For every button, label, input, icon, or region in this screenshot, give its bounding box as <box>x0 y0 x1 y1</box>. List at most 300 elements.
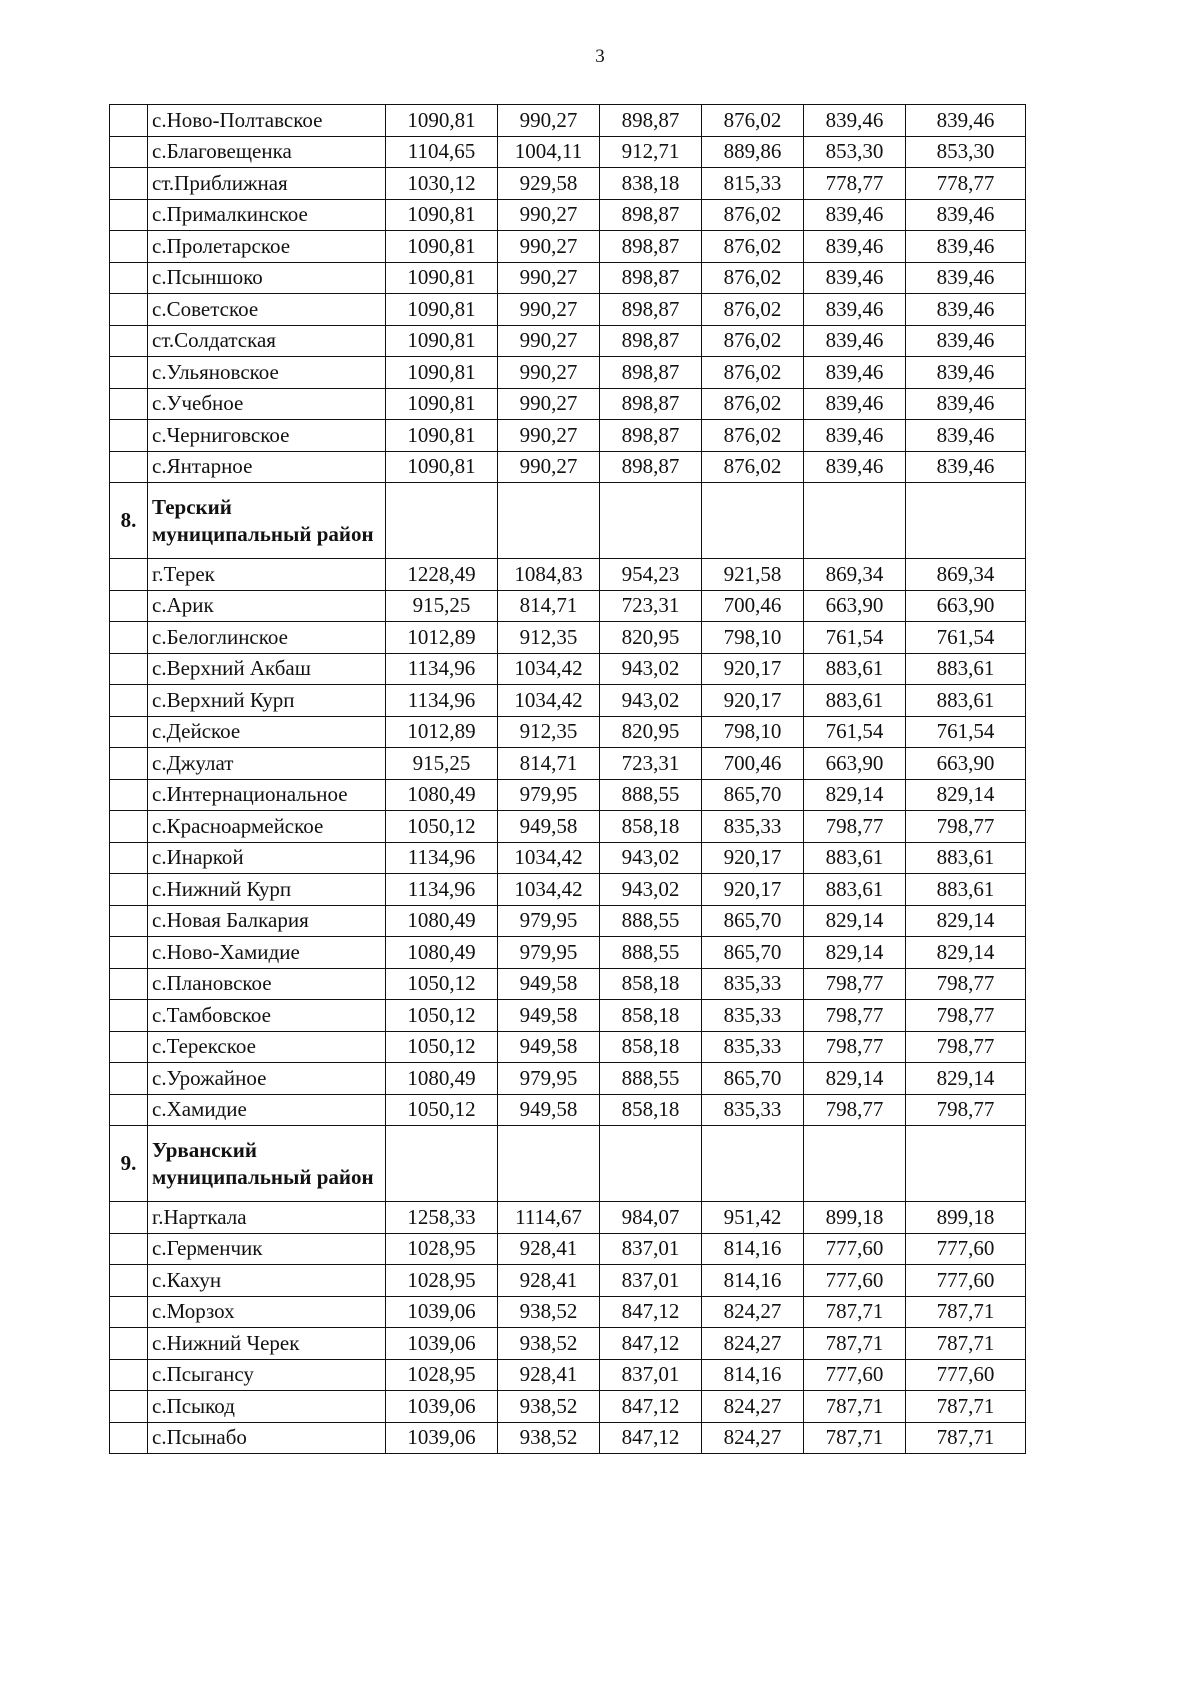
value-cell <box>702 483 804 559</box>
value-cell: 858,18 <box>600 811 702 843</box>
value-cell: 876,02 <box>702 325 804 357</box>
value-cell <box>498 483 600 559</box>
value-cell: 984,07 <box>600 1202 702 1234</box>
value-cell: 820,95 <box>600 716 702 748</box>
value-cell: 787,71 <box>906 1328 1026 1360</box>
settlement-name-cell: с.Черниговское <box>148 420 386 452</box>
value-cell: 839,46 <box>906 451 1026 483</box>
table-row <box>110 1265 1026 1297</box>
row-number-cell <box>110 622 148 654</box>
row-number-cell <box>110 1265 148 1297</box>
row-number-cell <box>110 451 148 483</box>
row-number-cell <box>110 590 148 622</box>
row-number-cell <box>110 842 148 874</box>
value-cell: 839,46 <box>906 231 1026 263</box>
row-number-cell <box>110 685 148 717</box>
value-cell: 847,12 <box>600 1296 702 1328</box>
row-number-cell <box>110 168 148 200</box>
value-cell: 1090,81 <box>386 231 498 263</box>
district-row <box>110 483 1026 559</box>
value-cell: 798,10 <box>702 622 804 654</box>
value-cell: 898,87 <box>600 105 702 137</box>
value-cell: 824,27 <box>702 1422 804 1454</box>
table-row <box>110 136 1026 168</box>
value-cell: 839,46 <box>906 199 1026 231</box>
value-cell <box>702 1126 804 1202</box>
value-cell: 814,16 <box>702 1265 804 1297</box>
settlement-name-cell: с.Пролетарское <box>148 231 386 263</box>
value-cell: 798,77 <box>906 811 1026 843</box>
value-cell: 876,02 <box>702 388 804 420</box>
value-cell: 1090,81 <box>386 357 498 389</box>
value-cell: 876,02 <box>702 262 804 294</box>
value-cell: 847,12 <box>600 1422 702 1454</box>
row-number-cell <box>110 1000 148 1032</box>
value-cell: 858,18 <box>600 968 702 1000</box>
value-cell: 883,61 <box>906 842 1026 874</box>
value-cell: 829,14 <box>804 905 906 937</box>
value-cell: 835,33 <box>702 1031 804 1063</box>
settlement-name-cell: с.Инаркой <box>148 842 386 874</box>
settlement-name-cell: с.Красноармейское <box>148 811 386 843</box>
value-cell: 798,77 <box>804 1094 906 1126</box>
value-cell: 949,58 <box>498 968 600 1000</box>
value-cell <box>906 1126 1026 1202</box>
value-cell: 663,90 <box>906 748 1026 780</box>
value-cell: 876,02 <box>702 294 804 326</box>
tariff-table-body <box>110 105 1026 1454</box>
value-cell: 1034,42 <box>498 874 600 906</box>
value-cell: 888,55 <box>600 937 702 969</box>
settlement-name-cell: с.Ново-Полтавское <box>148 105 386 137</box>
value-cell: 663,90 <box>804 748 906 780</box>
district-row <box>110 1126 1026 1202</box>
value-cell: 898,87 <box>600 231 702 263</box>
value-cell <box>804 1126 906 1202</box>
table-row <box>110 420 1026 452</box>
value-cell: 990,27 <box>498 199 600 231</box>
value-cell: 663,90 <box>906 590 1026 622</box>
value-cell: 1012,89 <box>386 716 498 748</box>
row-number-cell <box>110 937 148 969</box>
row-number-cell <box>110 653 148 685</box>
value-cell: 1039,06 <box>386 1328 498 1360</box>
row-number-cell <box>110 811 148 843</box>
row-number-cell <box>110 388 148 420</box>
value-cell: 839,46 <box>906 357 1026 389</box>
value-cell: 979,95 <box>498 905 600 937</box>
settlement-name-cell: с.Нижний Курп <box>148 874 386 906</box>
table-row <box>110 622 1026 654</box>
value-cell: 829,14 <box>804 937 906 969</box>
value-cell: 883,61 <box>804 874 906 906</box>
value-cell: 1004,11 <box>498 136 600 168</box>
value-cell: 865,70 <box>702 1063 804 1095</box>
value-cell: 1134,96 <box>386 685 498 717</box>
value-cell: 1080,49 <box>386 937 498 969</box>
settlement-name-cell: г.Нарткала <box>148 1202 386 1234</box>
value-cell <box>600 1126 702 1202</box>
settlement-name-cell: г.Терек <box>148 559 386 591</box>
value-cell: 990,27 <box>498 262 600 294</box>
settlement-name-cell: с.Ново-Хамидие <box>148 937 386 969</box>
value-cell: 979,95 <box>498 1063 600 1095</box>
table-row <box>110 968 1026 1000</box>
table-row <box>110 716 1026 748</box>
value-cell: 814,71 <box>498 590 600 622</box>
table-row <box>110 1063 1026 1095</box>
value-cell: 1090,81 <box>386 199 498 231</box>
value-cell: 1114,67 <box>498 1202 600 1234</box>
value-cell: 1028,95 <box>386 1265 498 1297</box>
value-cell: 847,12 <box>600 1391 702 1423</box>
value-cell: 839,46 <box>804 199 906 231</box>
value-cell: 979,95 <box>498 779 600 811</box>
value-cell: 787,71 <box>804 1391 906 1423</box>
settlement-name-cell: с.Герменчик <box>148 1233 386 1265</box>
value-cell: 883,61 <box>906 685 1026 717</box>
value-cell: 883,61 <box>804 685 906 717</box>
settlement-name-cell: с.Верхний Курп <box>148 685 386 717</box>
settlement-name-cell: с.Прималкинское <box>148 199 386 231</box>
row-number-cell <box>110 199 148 231</box>
value-cell: 1090,81 <box>386 105 498 137</box>
table-row <box>110 1359 1026 1391</box>
value-cell: 912,35 <box>498 622 600 654</box>
value-cell: 839,46 <box>906 262 1026 294</box>
table-row <box>110 357 1026 389</box>
value-cell: 1030,12 <box>386 168 498 200</box>
value-cell: 778,77 <box>804 168 906 200</box>
value-cell: 898,87 <box>600 357 702 389</box>
value-cell: 990,27 <box>498 105 600 137</box>
settlement-name-cell: с.Псынабо <box>148 1422 386 1454</box>
value-cell: 777,60 <box>906 1359 1026 1391</box>
value-cell: 915,25 <box>386 748 498 780</box>
table-row <box>110 559 1026 591</box>
table-row <box>110 1422 1026 1454</box>
value-cell: 829,14 <box>906 905 1026 937</box>
value-cell: 1034,42 <box>498 685 600 717</box>
value-cell: 835,33 <box>702 1000 804 1032</box>
value-cell: 1028,95 <box>386 1359 498 1391</box>
settlement-name-cell: с.Благовещенка <box>148 136 386 168</box>
row-number-cell <box>110 1422 148 1454</box>
table-row <box>110 842 1026 874</box>
value-cell: 820,95 <box>600 622 702 654</box>
value-cell: 815,33 <box>702 168 804 200</box>
value-cell: 1012,89 <box>386 622 498 654</box>
value-cell: 1039,06 <box>386 1422 498 1454</box>
settlement-name-cell: с.Советское <box>148 294 386 326</box>
value-cell: 829,14 <box>906 779 1026 811</box>
value-cell: 1039,06 <box>386 1391 498 1423</box>
table-row <box>110 262 1026 294</box>
row-number-cell <box>110 1233 148 1265</box>
value-cell: 835,33 <box>702 811 804 843</box>
value-cell: 798,77 <box>804 968 906 1000</box>
value-cell: 920,17 <box>702 685 804 717</box>
value-cell: 1090,81 <box>386 451 498 483</box>
row-number-cell <box>110 1391 148 1423</box>
settlement-name-cell: с.Терекское <box>148 1031 386 1063</box>
value-cell: 777,60 <box>906 1265 1026 1297</box>
tariff-table <box>109 104 1026 1454</box>
value-cell: 915,25 <box>386 590 498 622</box>
table-row <box>110 105 1026 137</box>
table-row <box>110 451 1026 483</box>
value-cell <box>906 483 1026 559</box>
value-cell: 990,27 <box>498 388 600 420</box>
value-cell: 888,55 <box>600 1063 702 1095</box>
value-cell: 949,58 <box>498 811 600 843</box>
value-cell: 824,27 <box>702 1296 804 1328</box>
value-cell: 899,18 <box>906 1202 1026 1234</box>
value-cell: 777,60 <box>804 1359 906 1391</box>
district-name-cell: Терский муниципальный район <box>148 483 386 559</box>
value-cell: 1034,42 <box>498 842 600 874</box>
value-cell: 876,02 <box>702 199 804 231</box>
value-cell: 839,46 <box>804 420 906 452</box>
row-number-cell <box>110 968 148 1000</box>
value-cell: 777,60 <box>804 1265 906 1297</box>
value-cell: 798,77 <box>804 1000 906 1032</box>
value-cell: 824,27 <box>702 1328 804 1360</box>
row-number-cell <box>110 1031 148 1063</box>
row-number-cell <box>110 1328 148 1360</box>
row-number-cell <box>110 1359 148 1391</box>
value-cell: 798,77 <box>906 1031 1026 1063</box>
settlement-name-cell: с.Псыншоко <box>148 262 386 294</box>
value-cell: 663,90 <box>804 590 906 622</box>
page-number: 3 <box>595 46 605 67</box>
value-cell: 761,54 <box>906 716 1026 748</box>
value-cell: 700,46 <box>702 590 804 622</box>
value-cell <box>386 1126 498 1202</box>
value-cell: 814,71 <box>498 748 600 780</box>
settlement-name-cell: с.Псыкод <box>148 1391 386 1423</box>
value-cell: 921,58 <box>702 559 804 591</box>
value-cell: 839,46 <box>804 105 906 137</box>
value-cell: 814,16 <box>702 1233 804 1265</box>
table-row <box>110 1202 1026 1234</box>
value-cell: 853,30 <box>906 136 1026 168</box>
value-cell: 990,27 <box>498 420 600 452</box>
row-number-cell <box>110 1094 148 1126</box>
value-cell: 829,14 <box>804 779 906 811</box>
value-cell: 798,77 <box>906 1000 1026 1032</box>
value-cell: 876,02 <box>702 357 804 389</box>
value-cell: 700,46 <box>702 748 804 780</box>
settlement-name-cell: с.Джулат <box>148 748 386 780</box>
value-cell: 778,77 <box>906 168 1026 200</box>
value-cell: 787,71 <box>906 1391 1026 1423</box>
row-number-cell <box>110 105 148 137</box>
value-cell: 888,55 <box>600 779 702 811</box>
value-cell: 1104,65 <box>386 136 498 168</box>
table-row <box>110 653 1026 685</box>
row-number-cell <box>110 231 148 263</box>
table-row <box>110 1233 1026 1265</box>
value-cell: 1080,49 <box>386 905 498 937</box>
value-cell: 949,58 <box>498 1031 600 1063</box>
value-cell: 787,71 <box>804 1422 906 1454</box>
value-cell: 1050,12 <box>386 968 498 1000</box>
value-cell: 943,02 <box>600 685 702 717</box>
value-cell: 853,30 <box>804 136 906 168</box>
row-number-cell <box>110 1296 148 1328</box>
value-cell: 1228,49 <box>386 559 498 591</box>
row-number-cell: 9. <box>110 1126 148 1202</box>
value-cell: 835,33 <box>702 1094 804 1126</box>
value-cell: 839,46 <box>906 325 1026 357</box>
settlement-name-cell: с.Нижний Черек <box>148 1328 386 1360</box>
value-cell: 839,46 <box>906 294 1026 326</box>
value-cell: 858,18 <box>600 1031 702 1063</box>
value-cell: 1028,95 <box>386 1233 498 1265</box>
settlement-name-cell: с.Янтарное <box>148 451 386 483</box>
settlement-name-cell: с.Дейское <box>148 716 386 748</box>
row-number-cell <box>110 325 148 357</box>
value-cell: 888,55 <box>600 905 702 937</box>
table-row <box>110 294 1026 326</box>
value-cell: 1050,12 <box>386 811 498 843</box>
table-row <box>110 168 1026 200</box>
value-cell: 824,27 <box>702 1391 804 1423</box>
value-cell: 798,77 <box>804 1031 906 1063</box>
settlement-name-cell: с.Ульяновское <box>148 357 386 389</box>
settlement-name-cell: с.Кахун <box>148 1265 386 1297</box>
value-cell: 912,71 <box>600 136 702 168</box>
value-cell: 1090,81 <box>386 325 498 357</box>
value-cell: 847,12 <box>600 1328 702 1360</box>
value-cell: 839,46 <box>804 262 906 294</box>
value-cell: 1050,12 <box>386 1000 498 1032</box>
value-cell: 839,46 <box>804 294 906 326</box>
value-cell: 837,01 <box>600 1359 702 1391</box>
value-cell: 938,52 <box>498 1296 600 1328</box>
value-cell: 876,02 <box>702 451 804 483</box>
row-number-cell <box>110 262 148 294</box>
value-cell: 761,54 <box>804 622 906 654</box>
value-cell: 938,52 <box>498 1328 600 1360</box>
table-row <box>110 325 1026 357</box>
value-cell: 889,86 <box>702 136 804 168</box>
value-cell: 798,10 <box>702 716 804 748</box>
row-number-cell <box>110 905 148 937</box>
value-cell: 839,46 <box>804 231 906 263</box>
table-row <box>110 748 1026 780</box>
settlement-name-cell: с.Учебное <box>148 388 386 420</box>
value-cell: 898,87 <box>600 325 702 357</box>
value-cell: 943,02 <box>600 842 702 874</box>
row-number-cell <box>110 1202 148 1234</box>
value-cell: 839,46 <box>804 325 906 357</box>
settlement-name-cell: с.Арик <box>148 590 386 622</box>
settlement-name-cell: с.Верхний Акбаш <box>148 653 386 685</box>
value-cell: 839,46 <box>906 388 1026 420</box>
value-cell: 787,71 <box>906 1422 1026 1454</box>
settlement-name-cell: с.Новая Балкария <box>148 905 386 937</box>
row-number-cell <box>110 357 148 389</box>
value-cell: 943,02 <box>600 874 702 906</box>
value-cell: 798,77 <box>906 968 1026 1000</box>
table-row <box>110 905 1026 937</box>
value-cell: 787,71 <box>804 1296 906 1328</box>
value-cell: 928,41 <box>498 1265 600 1297</box>
value-cell: 898,87 <box>600 388 702 420</box>
value-cell: 1090,81 <box>386 420 498 452</box>
table-row <box>110 590 1026 622</box>
value-cell: 1080,49 <box>386 1063 498 1095</box>
table-row <box>110 937 1026 969</box>
table-row <box>110 388 1026 420</box>
value-cell: 990,27 <box>498 451 600 483</box>
settlement-name-cell: с.Плановское <box>148 968 386 1000</box>
value-cell: 954,23 <box>600 559 702 591</box>
value-cell: 798,77 <box>804 811 906 843</box>
value-cell: 723,31 <box>600 748 702 780</box>
row-number-cell <box>110 716 148 748</box>
value-cell: 858,18 <box>600 1094 702 1126</box>
value-cell: 723,31 <box>600 590 702 622</box>
value-cell: 858,18 <box>600 1000 702 1032</box>
value-cell <box>600 483 702 559</box>
value-cell: 951,42 <box>702 1202 804 1234</box>
value-cell: 943,02 <box>600 653 702 685</box>
value-cell: 798,77 <box>906 1094 1026 1126</box>
value-cell: 1034,42 <box>498 653 600 685</box>
value-cell: 1134,96 <box>386 653 498 685</box>
table-row <box>110 1391 1026 1423</box>
settlement-name-cell: с.Хамидие <box>148 1094 386 1126</box>
value-cell: 777,60 <box>804 1233 906 1265</box>
value-cell: 837,01 <box>600 1233 702 1265</box>
row-number-cell <box>110 1063 148 1095</box>
row-number-cell <box>110 748 148 780</box>
table-row <box>110 1296 1026 1328</box>
value-cell: 938,52 <box>498 1422 600 1454</box>
value-cell: 838,18 <box>600 168 702 200</box>
row-number-cell <box>110 136 148 168</box>
value-cell: 1080,49 <box>386 779 498 811</box>
value-cell: 787,71 <box>906 1296 1026 1328</box>
value-cell: 898,87 <box>600 451 702 483</box>
value-cell <box>498 1126 600 1202</box>
value-cell: 865,70 <box>702 937 804 969</box>
value-cell: 990,27 <box>498 357 600 389</box>
table-row <box>110 1094 1026 1126</box>
value-cell: 839,46 <box>804 357 906 389</box>
value-cell: 1090,81 <box>386 294 498 326</box>
value-cell: 938,52 <box>498 1391 600 1423</box>
value-cell <box>386 483 498 559</box>
table-row <box>110 779 1026 811</box>
table-row <box>110 231 1026 263</box>
row-number-cell <box>110 420 148 452</box>
value-cell: 777,60 <box>906 1233 1026 1265</box>
value-cell: 839,46 <box>804 388 906 420</box>
value-cell: 876,02 <box>702 105 804 137</box>
value-cell: 814,16 <box>702 1359 804 1391</box>
value-cell: 1090,81 <box>386 388 498 420</box>
value-cell: 876,02 <box>702 420 804 452</box>
value-cell: 979,95 <box>498 937 600 969</box>
district-name-cell: Урванский муниципальный район <box>148 1126 386 1202</box>
value-cell: 883,61 <box>804 842 906 874</box>
table-row <box>110 1000 1026 1032</box>
value-cell: 898,87 <box>600 294 702 326</box>
